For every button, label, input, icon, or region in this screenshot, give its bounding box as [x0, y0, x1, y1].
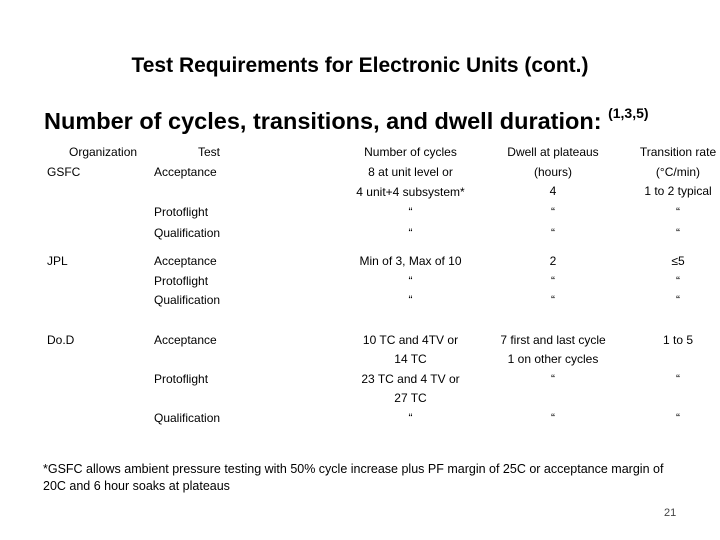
gsfc-acceptance-cycles-line2: 4 unit+4 subsystem* — [356, 184, 465, 199]
requirements-table — [43, 143, 720, 428]
dod-acceptance-rate: 1 to 5 — [662, 332, 694, 347]
dod-acceptance-dwell — [493, 319, 613, 370]
dod-qualification-rate: “ — [676, 410, 680, 425]
dod-acceptance-test: Acceptance — [154, 332, 217, 347]
org-jpl: JPL — [47, 254, 68, 268]
gsfc-qualification-test: Qualification — [154, 225, 221, 240]
jpl-protoflight-dwell: “ — [551, 273, 555, 288]
dod-acceptance-cycles — [328, 319, 493, 370]
subtitle-text: Number of cycles, transitions, and dwell duration: — [44, 108, 609, 134]
jpl-protoflight-test: Protoflight — [154, 273, 209, 288]
table-row — [43, 299, 720, 319]
gsfc-acceptance-dwell: 4 — [549, 184, 557, 198]
header-dwell-line1: Dwell at plateaus — [507, 145, 599, 159]
header-cycles: Number of cycles — [364, 145, 457, 159]
gsfc-protoflight-test: Protoflight — [154, 205, 209, 219]
table-row — [43, 409, 720, 429]
gsfc-acceptance-rate: 1 to 2 typical — [644, 184, 712, 198]
slide-title: Test Requirements for Electronic Units (cont.) — [131, 54, 589, 77]
dod-qualification-cycles: “ — [408, 410, 413, 425]
footnote: *GSFC allows ambient pressure testing with 50% cycle increase plus PF margin of 25C or acceptance margin of 20C and 6 hour soaks at plateaus — [43, 462, 664, 493]
dod-qualification-test: Qualification — [154, 410, 221, 425]
gsfc-acceptance-cycles-line1: 8 at unit level or — [368, 165, 453, 179]
header-rate-line1: Transition rate — [639, 145, 717, 159]
jpl-qualification-rate: “ — [676, 293, 680, 307]
header-test: Test — [198, 145, 221, 159]
dod-protoflight-cycles — [328, 370, 493, 409]
jpl-protoflight-cycles: “ — [408, 273, 413, 288]
gsfc-qualification-cycles: “ — [408, 225, 413, 240]
dod-acceptance-cycles-line1: 10 TC and 4TV or — [362, 332, 459, 347]
gsfc-acceptance-test: Acceptance — [154, 165, 217, 179]
org-gsfc: GSFC — [47, 165, 81, 179]
dod-protoflight-cycles-line1: 23 TC and 4 TV or — [361, 371, 460, 386]
jpl-qualification-dwell: “ — [551, 293, 555, 307]
header-rate-line2: (°C/min) — [655, 164, 701, 179]
subtitle-reference: (1,3,5) — [608, 105, 649, 121]
dod-protoflight-dwell: “ — [551, 371, 555, 386]
gsfc-acceptance-cycles — [328, 163, 493, 202]
table-row — [43, 370, 720, 409]
dod-protoflight-test: Protoflight — [154, 371, 209, 386]
jpl-acceptance-cycles: Min of 3, Max of 10 — [359, 254, 462, 268]
jpl-qualification-test: Qualification — [154, 293, 221, 307]
header-organization: Organization — [69, 145, 138, 159]
gsfc-protoflight-dwell: “ — [551, 205, 555, 219]
dod-acceptance-dwell-line1: 7 first and last cycle — [500, 332, 606, 347]
dod-acceptance-cycles-line2: 14 TC — [394, 352, 427, 366]
dod-protoflight-cycles-line2: 27 TC — [394, 391, 427, 405]
table-row — [43, 319, 720, 370]
jpl-protoflight-rate: “ — [676, 273, 680, 288]
jpl-qualification-cycles: “ — [408, 293, 413, 307]
org-dod: Do.D — [47, 332, 75, 347]
jpl-acceptance-rate: ≤5 — [671, 254, 685, 268]
dod-acceptance-dwell-line2: 1 on other cycles — [507, 352, 599, 366]
dod-qualification-dwell: “ — [551, 410, 555, 425]
jpl-acceptance-test: Acceptance — [154, 254, 217, 268]
header-rate — [613, 143, 720, 182]
gsfc-qualification-dwell: “ — [551, 225, 555, 240]
dod-protoflight-rate: “ — [676, 371, 680, 386]
gsfc-protoflight-rate: “ — [676, 205, 680, 219]
header-dwell — [493, 143, 613, 182]
header-dwell-line2: (hours) — [533, 164, 572, 179]
slide-subtitle — [44, 105, 649, 135]
gsfc-qualification-rate: “ — [676, 225, 680, 240]
jpl-acceptance-dwell: 2 — [549, 254, 557, 268]
page-number: 21 — [664, 507, 677, 519]
gsfc-protoflight-cycles: “ — [408, 205, 413, 219]
